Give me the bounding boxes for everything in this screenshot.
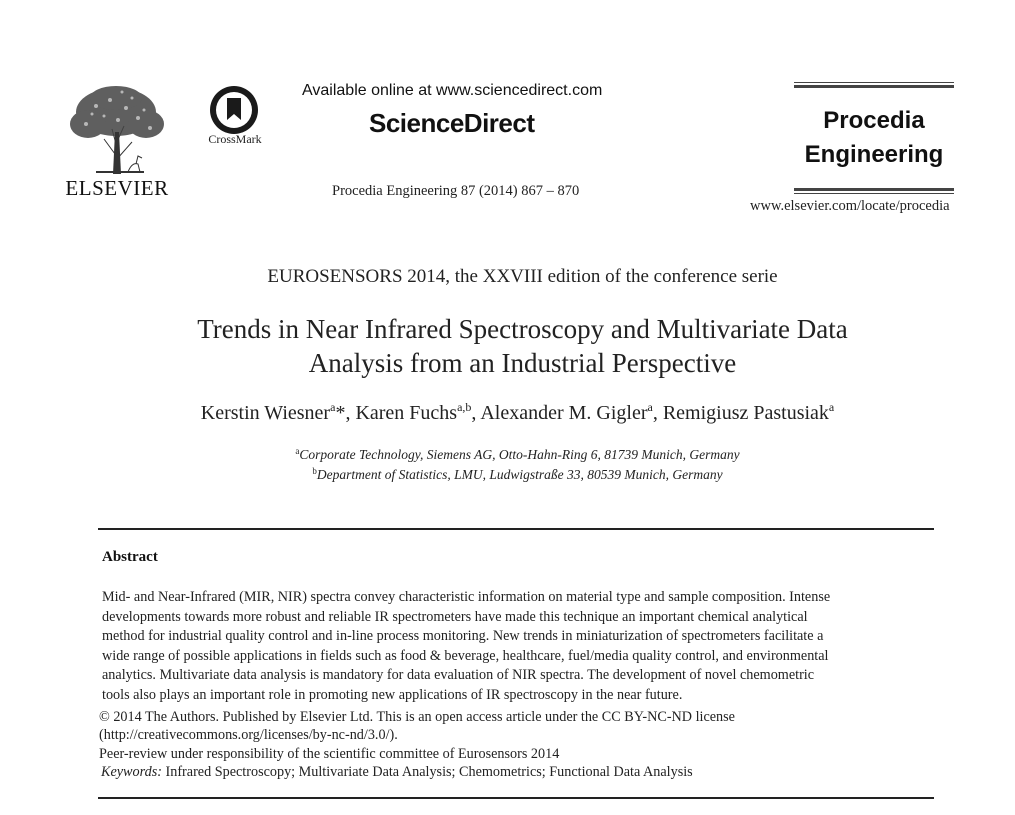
author-affil-sup: a <box>828 400 835 414</box>
abstract-top-rule <box>98 528 934 530</box>
affiliation-text: Corporate Technology, Siemens AG, Otto-Hahn-Ring 6, 81739 Munich, Germany <box>299 447 740 462</box>
crossmark-label: CrossMark <box>208 132 262 146</box>
affiliation-list <box>0 443 1015 483</box>
author-list <box>0 400 1015 425</box>
journal-title <box>794 104 954 172</box>
elsevier-logo <box>62 84 172 199</box>
bottom-rule-thick <box>794 188 954 191</box>
abstract-line: developments towards more robust and reliable IR spectrometers have made this technique an important chemical analytical <box>102 608 808 625</box>
author-name: Alexander M. Gigler <box>480 402 648 424</box>
abstract-line: analytics. Multivariate data analysis is mandatory for data evaluation of NIR spectra. The development of novel chemometric <box>102 667 815 684</box>
elsevier-wordmark: ELSEVIER <box>65 176 169 200</box>
affiliation-item <box>20 443 1015 463</box>
affiliation-sup: a <box>295 446 300 456</box>
license-link[interactable]: (http://creativecommons.org/licenses/by-nc-nd/3.0/). <box>99 727 398 743</box>
corresponding-mark: * <box>335 402 346 424</box>
abstract-line: tools also plays an important role in promoting new applications of IR spectroscopy in the near future. <box>102 686 683 703</box>
conference-line: EUROSENSORS 2014, the XXVIII edition of the conference serie <box>267 266 778 287</box>
author-separator: , <box>471 402 481 424</box>
abstract-line: method for industrial quality control and in-line process monitoring. New trends in miniaturization of spectrometers facilitate a <box>102 628 824 645</box>
sciencedirect-logo[interactable]: ScienceDirect <box>369 108 535 138</box>
author-separator: , <box>345 402 356 424</box>
abstract-heading: Abstract <box>102 549 158 565</box>
keywords-label: Keywords: <box>101 764 162 780</box>
crossmark-icon <box>208 84 260 136</box>
abstract-line: wide range of possible applications in fields such as food & beverage, healthcare, fuel/media quality control, and environmental <box>102 647 829 664</box>
paper-title-line2: Analysis from an Industrial Perspective <box>308 348 737 378</box>
bottom-rule-thin <box>794 193 954 194</box>
journal-title-line1: Procedia <box>823 107 925 134</box>
author-name: Kerstin Wiesner <box>200 402 331 424</box>
author-separator: , <box>652 402 663 424</box>
abstract-line: Mid- and Near-Infrared (MIR, NIR) spectra convey characteristic information on material type and sample composition. Intense <box>102 589 831 605</box>
keywords-list: Infrared Spectroscopy; Multivariate Data Analysis; Chemometrics; Functional Data Analysis <box>165 764 693 780</box>
affiliation-item <box>20 463 1015 483</box>
peer-review-note: Peer-review under responsibility of the scientific committee of Eurosensors 2014 <box>99 746 560 762</box>
author-name: Remigiusz Pastusiak <box>662 402 829 424</box>
journal-reference: Procedia Engineering 87 (2014) 867 – 870 <box>332 183 580 199</box>
abstract-bottom-rule <box>98 797 934 799</box>
elsevier-tree-icon <box>66 84 168 176</box>
author-affil-sup: a,b <box>457 400 472 414</box>
keywords-line <box>101 764 693 781</box>
available-online-text: Available online at www.sciencedirect.com <box>302 82 603 99</box>
paper-title-line1: Trends in Near Infrared Spectroscopy and Multivariate Data <box>197 314 848 344</box>
affiliation-sup: b <box>312 466 317 476</box>
author-affil-sup: a <box>330 400 336 414</box>
journal-url[interactable]: www.elsevier.com/locate/procedia <box>750 198 950 214</box>
crossmark-badge[interactable] <box>200 84 270 154</box>
journal-title-box <box>794 82 954 196</box>
author-affil-sup: a <box>647 400 653 414</box>
affiliation-text: Department of Statistics, LMU, Ludwigstraße 33, 80539 Munich, Germany <box>316 467 723 482</box>
journal-title-line2: Engineering <box>804 141 944 168</box>
top-rule-thick <box>794 85 954 88</box>
copyright-notice: © 2014 The Authors. Published by Elsevier Ltd. This is an open access article under the CC BY-NC-ND license <box>99 709 735 725</box>
top-rule-thin <box>794 82 954 83</box>
paper-title <box>0 312 1015 380</box>
author-name: Karen Fuchs <box>355 402 458 424</box>
abstract-body <box>102 588 932 706</box>
